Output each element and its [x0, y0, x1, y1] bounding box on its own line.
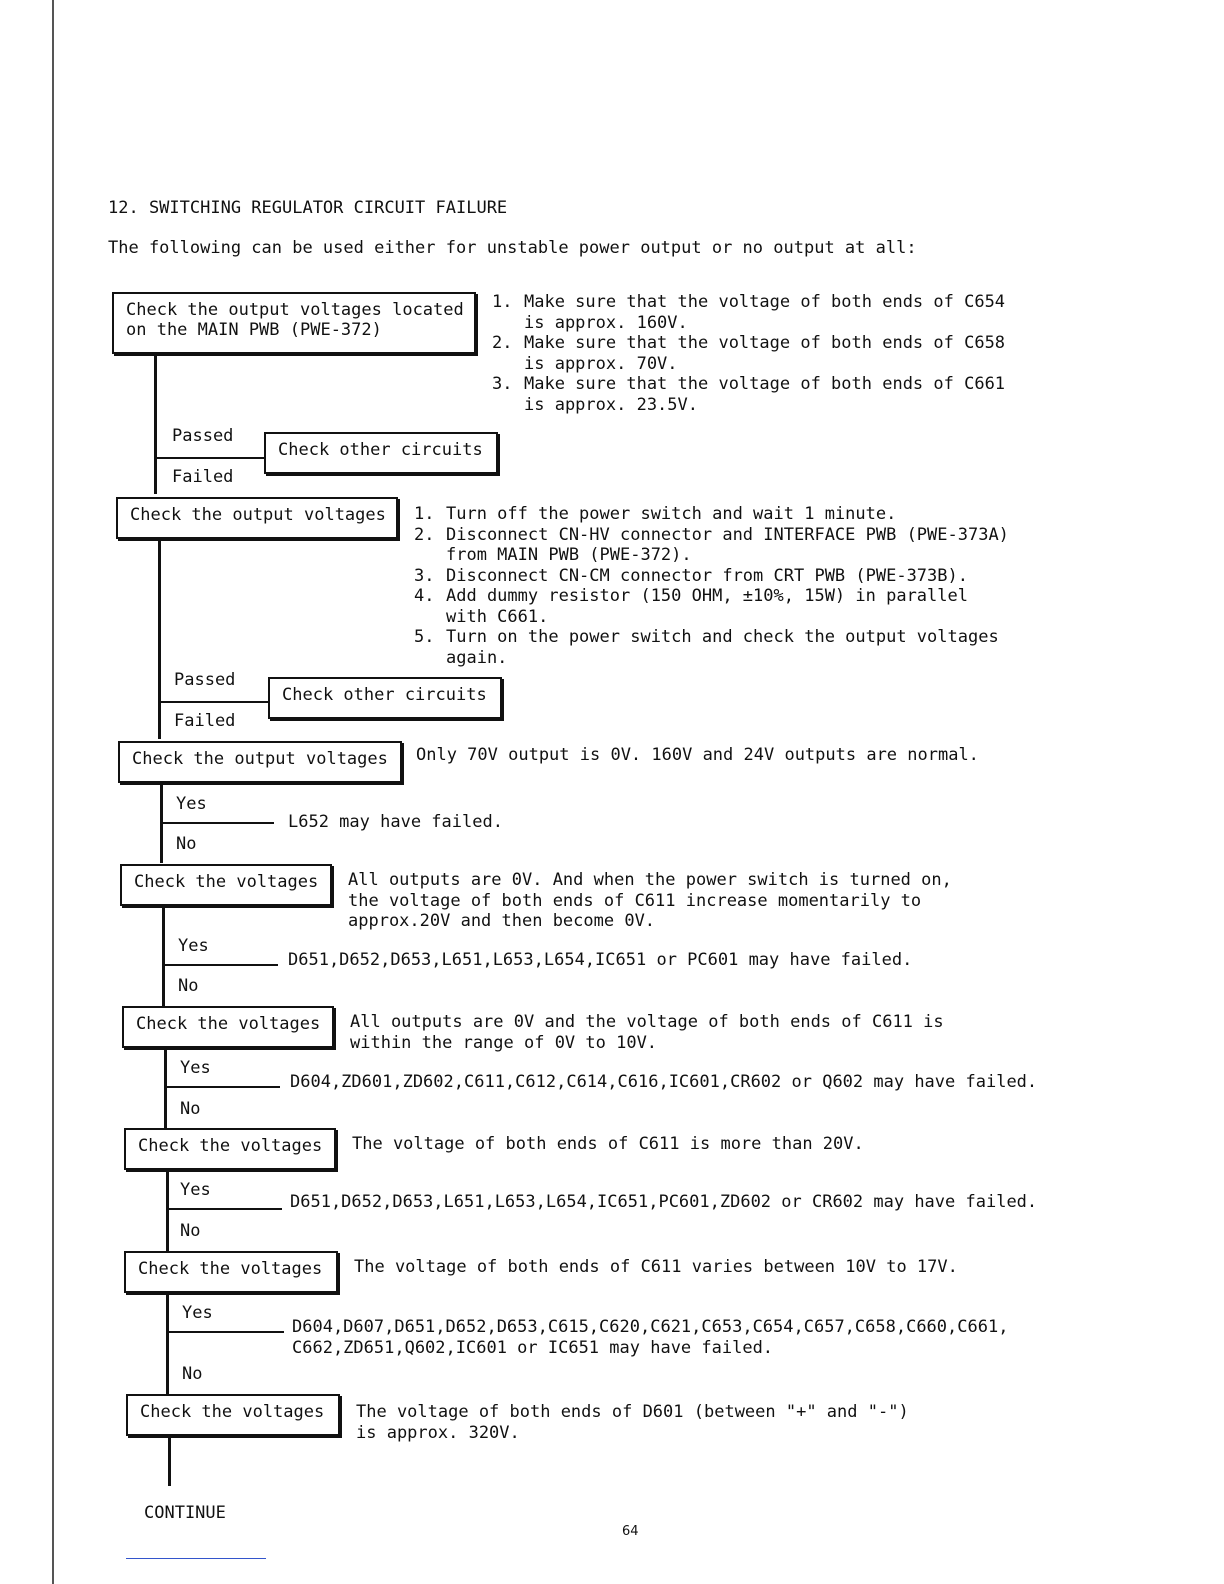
branch-line [166, 1086, 280, 1088]
step8-condition: The voltage of both ends of D601 (between "+" and "-") is approx. 320V. [356, 1402, 909, 1443]
step1-passed-label: Passed [172, 426, 234, 446]
step7-condition: The voltage of both ends of C611 varies between 10V to 17V. [354, 1257, 958, 1277]
step6-result: D651,D652,D653,L651,L653,L654,IC651,PC601,ZD602 or CR602 may have failed. [290, 1192, 1038, 1212]
step6-check-box: Check the voltages [124, 1128, 336, 1170]
step2-instructions [414, 504, 1014, 668]
flow-line [164, 1048, 167, 1128]
step1-item: 2. Make sure that the voltage of both ends of C658 is approx. 70V. [492, 333, 1006, 374]
step2-other-circuits-box: Check other circuits [268, 677, 502, 719]
step5-result: D604,ZD601,ZD602,C611,C612,C614,C616,IC601,CR602 or Q602 may have failed. [290, 1072, 1038, 1092]
step1-check-box: Check the output voltages located on the MAIN PWB (PWE-372) [112, 292, 476, 354]
step7-no-label: No [182, 1364, 203, 1384]
step7-result: D604,D607,D651,D652,D653,C615,C620,C621,C653,C654,C657,C658,C660,C661, C662,ZD651,Q602,IC601 or IC651 may have failed. [292, 1317, 1009, 1358]
step3-check-box: Check the output voltages [118, 741, 402, 783]
branch-line [156, 457, 266, 459]
flow-line [162, 906, 165, 1006]
branch-line [162, 822, 274, 824]
step3-result: L652 may have failed. [288, 812, 503, 832]
step1-item: 1. Make sure that the voltage of both ends of C654 is approx. 160V. [492, 292, 1006, 333]
step4-yes-label: Yes [178, 936, 209, 956]
step6-condition: The voltage of both ends of C611 is more than 20V. [352, 1134, 864, 1154]
branch-line [164, 964, 278, 966]
step2-item: 3. Disconnect CN-CM connector from CRT PWB (PWE-373B). [414, 565, 968, 586]
step8-check-box: Check the voltages [126, 1394, 340, 1436]
section-intro: The following can be used either for unstable power output or no output at all: [108, 238, 917, 258]
bottom-rule [126, 1558, 266, 1559]
step1-other-circuits-box: Check other circuits [264, 432, 498, 474]
step5-no-label: No [180, 1099, 201, 1119]
step1-instructions [492, 292, 1012, 415]
step3-condition: Only 70V output is 0V. 160V and 24V outputs are normal. [416, 745, 979, 765]
step5-yes-label: Yes [180, 1058, 211, 1078]
step2-passed-label: Passed [174, 670, 236, 690]
step3-no-label: No [176, 834, 197, 854]
step5-check-box: Check the voltages [122, 1006, 334, 1048]
step5-condition: All outputs are 0V and the voltage of both ends of C611 is within the range of 0V to 10V. [350, 1012, 944, 1053]
step4-condition: All outputs are 0V. And when the power switch is turned on, the voltage of both ends of C611 increase momentarily to approx.20V and then become 0V. [348, 870, 952, 931]
step1-failed-label: Failed [172, 467, 234, 487]
step2-item: 2. Disconnect CN-HV connector and INTERFACE PWB (PWE-373A) from MAIN PWB (PWE-372). [414, 524, 1009, 565]
step4-no-label: No [178, 976, 199, 996]
flow-line [166, 1170, 169, 1252]
branch-line [160, 701, 270, 703]
step2-failed-label: Failed [174, 711, 236, 731]
branch-line [168, 1208, 282, 1210]
step2-item: 1. Turn off the power switch and wait 1 minute. [414, 504, 897, 524]
step7-yes-label: Yes [182, 1303, 213, 1323]
flow-line [166, 1293, 169, 1395]
continue-label: CONTINUE [144, 1503, 226, 1523]
step2-check-box: Check the output voltages [116, 497, 398, 539]
flow-line [168, 1436, 171, 1486]
step4-result: D651,D652,D653,L651,L653,L654,IC651 or PC601 may have failed. [288, 950, 913, 970]
left-margin-rule [52, 0, 54, 1584]
step6-no-label: No [180, 1221, 201, 1241]
step6-yes-label: Yes [180, 1180, 211, 1200]
step2-item: 4. Add dummy resistor (150 OHM, ±10%, 15W) in parallel with C661. [414, 586, 968, 627]
step2-item: 5. Turn on the power switch and check the output voltages again. [414, 627, 999, 668]
step3-yes-label: Yes [176, 794, 207, 814]
branch-line [168, 1331, 284, 1333]
flow-line [158, 539, 161, 739]
step4-check-box: Check the voltages [120, 864, 332, 906]
section-title: 12. SWITCHING REGULATOR CIRCUIT FAILURE [108, 198, 508, 218]
step1-item: 3. Make sure that the voltage of both ends of C661 is approx. 23.5V. [492, 374, 1006, 415]
flow-line [154, 354, 157, 494]
step7-check-box: Check the voltages [124, 1251, 338, 1293]
page-number: 64 [622, 1524, 639, 1539]
